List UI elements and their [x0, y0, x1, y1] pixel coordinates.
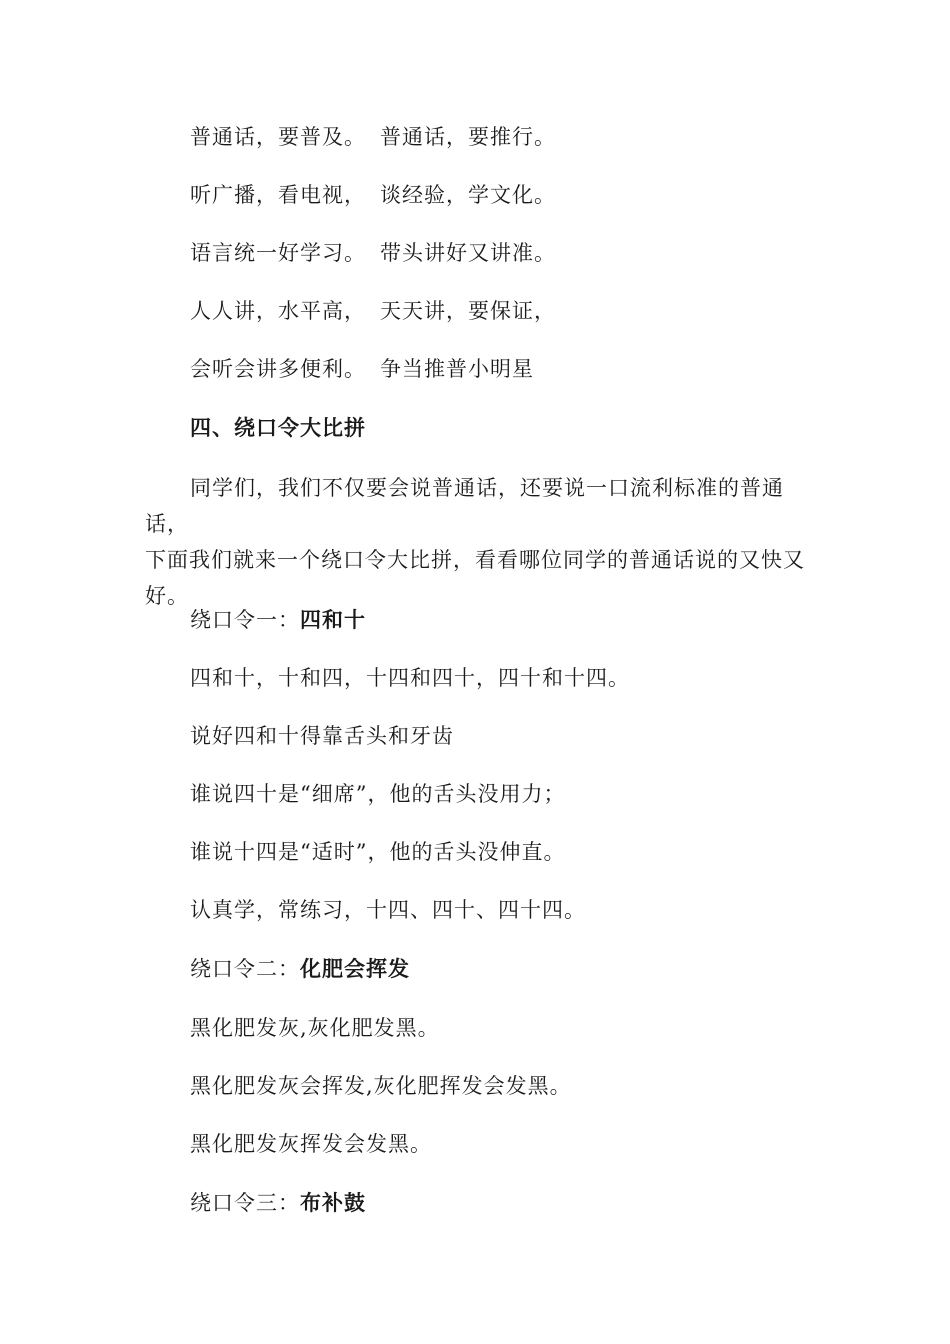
poem-line-2: 听广播，看电视， 谈经验，学文化。: [190, 183, 556, 207]
twister1-line-5: 认真学，常练习，十四、四十、四十四。: [190, 898, 586, 922]
twister1-line-3: 谁说四十是“细席”，他的舌头没用力；: [190, 782, 566, 806]
twister1-line-1: 四和十，十和四，十四和四十，四十和十四。: [190, 666, 630, 690]
intro-line-3: 好。: [145, 584, 189, 608]
twister1-heading: 绕口令一：四和十: [190, 607, 366, 632]
twister2-line-1: 黑化肥发灰,灰化肥发黑。: [190, 1016, 440, 1040]
intro-line-2: 下面我们就来一个绕口令大比拼，看看哪位同学的普通话说的又快又: [145, 548, 805, 572]
twister1-line-2: 说好四和十得靠舌头和牙齿: [190, 724, 454, 748]
poem-line-3: 语言统一好学习。 带头讲好又讲准。: [190, 241, 556, 265]
twister3-title: 布补鼓: [300, 1190, 366, 1215]
poem-line-5: 会听会讲多便利。 争当推普小明星: [190, 357, 534, 381]
twister1-line-4: 谁说十四是“适时”，他的舌头没伸直。: [190, 840, 566, 864]
intro-paragraph: [145, 470, 825, 614]
twister1-title: 四和十: [300, 607, 366, 632]
twister2-line-2: 黑化肥发灰会挥发,灰化肥挥发会发黑。: [190, 1074, 572, 1098]
section-heading: 四、绕口令大比拼: [190, 415, 366, 440]
intro-line-1: 同学们，我们不仅要会说普通话，还要说一口流利标准的普通话，: [145, 476, 784, 536]
twister2-line-3: 黑化肥发灰挥发会发黑。: [190, 1132, 432, 1156]
twister2-title: 化肥会挥发: [300, 956, 410, 981]
poem-line-1: 普通话，要普及。 普通话，要推行。: [190, 125, 556, 149]
twister3-heading: 绕口令三：布补鼓: [190, 1190, 366, 1215]
poem-line-4: 人人讲，水平高， 天天讲，要保证，: [190, 299, 556, 323]
twister2-heading: 绕口令二：化肥会挥发: [190, 956, 410, 981]
